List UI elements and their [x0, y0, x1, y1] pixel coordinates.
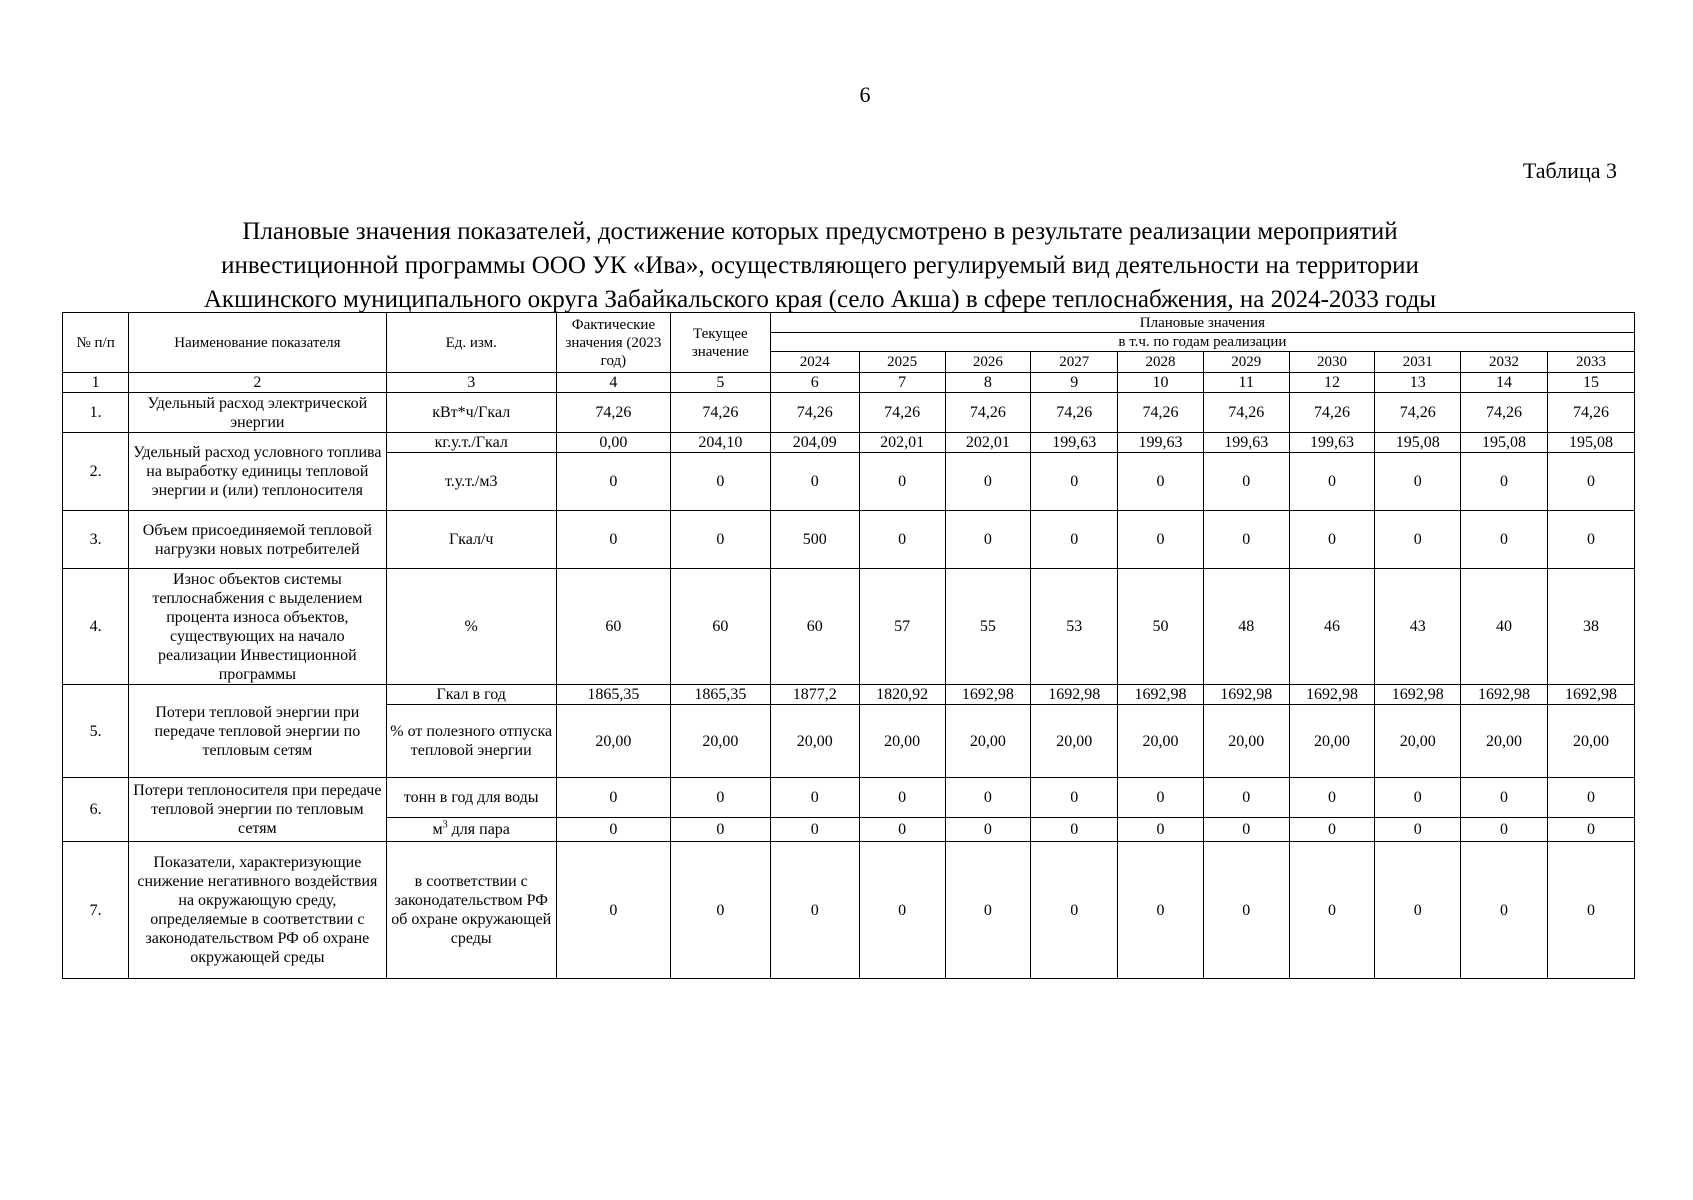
table-body [63, 313, 1635, 979]
value-cell: 0 [1461, 511, 1548, 569]
header-year: 2024 [770, 352, 859, 373]
unit-cell [386, 818, 556, 842]
value-cell: 55 [945, 569, 1031, 685]
value-cell: 0 [1547, 818, 1634, 842]
title-line: инвестиционной программы ООО УК «Ива», осуществляющего регулируемый вид деятельности на территории [221, 252, 1419, 279]
value-cell: 0 [1375, 842, 1461, 979]
value-cell: 0 [556, 818, 670, 842]
value-cell: 0 [859, 842, 945, 979]
value-cell: 20,00 [1031, 705, 1118, 778]
table-row [63, 511, 1635, 569]
value-cell: 74,26 [1289, 393, 1375, 433]
table-row [63, 433, 1635, 453]
value-cell: 38 [1547, 569, 1634, 685]
value-cell: 0,00 [556, 433, 670, 453]
value-cell: 0 [770, 453, 859, 511]
value-cell: 0 [670, 511, 770, 569]
unit-cell: тонн в год для воды [386, 778, 556, 818]
value-cell: 0 [1203, 778, 1289, 818]
indicator-name: Потери теплоносителя при передаче тепловой энергии по тепловым сетям [129, 778, 386, 842]
unit-cell: т.у.т./м3 [386, 453, 556, 511]
table-row [63, 778, 1635, 818]
value-cell: 199,63 [1289, 433, 1375, 453]
header-unit: Ед. изм. [386, 313, 556, 373]
value-cell: 20,00 [1203, 705, 1289, 778]
value-cell: 0 [1547, 511, 1634, 569]
value-cell: 0 [770, 778, 859, 818]
value-cell: 0 [945, 453, 1031, 511]
header-year: 2029 [1203, 352, 1289, 373]
value-cell: 1692,98 [1289, 685, 1375, 705]
value-cell: 57 [859, 569, 945, 685]
value-cell: 74,26 [1375, 393, 1461, 433]
value-cell: 500 [770, 511, 859, 569]
header-actual: Фактические значения (2023 год) [556, 313, 670, 373]
value-cell: 0 [1031, 842, 1118, 979]
header-year: 2033 [1547, 352, 1634, 373]
header-by-years: в т.ч. по годам реализации [770, 333, 1634, 352]
value-cell: 74,26 [945, 393, 1031, 433]
column-number: 2 [129, 373, 386, 393]
column-number: 9 [1031, 373, 1118, 393]
value-cell: 202,01 [945, 433, 1031, 453]
value-cell: 0 [1547, 453, 1634, 511]
header-row [63, 313, 1635, 333]
header-current: Текущее значение [670, 313, 770, 373]
page-number: 6 [859, 82, 871, 107]
value-cell: 0 [1289, 818, 1375, 842]
unit-cell: Гкал/ч [386, 511, 556, 569]
value-cell: 0 [859, 511, 945, 569]
value-cell: 0 [1289, 778, 1375, 818]
value-cell: 199,63 [1118, 433, 1204, 453]
value-cell: 0 [770, 842, 859, 979]
unit-cell: % [386, 569, 556, 685]
header-num: № п/п [63, 313, 129, 373]
indicator-name: Объем присоединяемой тепловой нагрузки новых потребителей [129, 511, 386, 569]
value-cell: 43 [1375, 569, 1461, 685]
column-number: 7 [859, 373, 945, 393]
column-number: 10 [1118, 373, 1204, 393]
value-cell: 20,00 [556, 705, 670, 778]
table-row [63, 842, 1635, 979]
value-cell: 204,09 [770, 433, 859, 453]
value-cell: 0 [1118, 453, 1204, 511]
column-number: 8 [945, 373, 1031, 393]
value-cell: 46 [1289, 569, 1375, 685]
value-cell: 0 [945, 818, 1031, 842]
value-cell: 204,10 [670, 433, 770, 453]
value-cell: 0 [1203, 818, 1289, 842]
value-cell: 60 [556, 569, 670, 685]
table-row [63, 569, 1635, 685]
value-cell: 0 [1289, 453, 1375, 511]
row-number: 5. [63, 685, 129, 778]
value-cell: 20,00 [770, 705, 859, 778]
unit-rest: для пара [447, 821, 510, 838]
value-cell: 74,26 [859, 393, 945, 433]
indicator-name: Потери тепловой энергии при передаче тепловой энергии по тепловым сетям [129, 685, 386, 778]
column-number: 4 [556, 373, 670, 393]
value-cell: 0 [1375, 511, 1461, 569]
value-cell: 1692,98 [1118, 685, 1204, 705]
value-cell: 195,08 [1375, 433, 1461, 453]
value-cell: 0 [556, 778, 670, 818]
column-number: 13 [1375, 373, 1461, 393]
indicator-name: Удельный расход электрической энергии [129, 393, 386, 433]
table-row [63, 685, 1635, 705]
value-cell: 74,26 [1031, 393, 1118, 433]
value-cell: 0 [945, 778, 1031, 818]
value-cell: 0 [859, 778, 945, 818]
column-number: 15 [1547, 373, 1634, 393]
value-cell: 0 [1461, 453, 1548, 511]
value-cell: 202,01 [859, 433, 945, 453]
value-cell: 74,26 [1203, 393, 1289, 433]
value-cell: 1865,35 [670, 685, 770, 705]
value-cell: 1692,98 [1031, 685, 1118, 705]
value-cell: 74,26 [556, 393, 670, 433]
header-year: 2032 [1461, 352, 1548, 373]
value-cell: 0 [1547, 842, 1634, 979]
column-numbers-row [63, 373, 1635, 393]
value-cell: 199,63 [1203, 433, 1289, 453]
unit-superscript: 3 [442, 819, 448, 831]
value-cell: 1865,35 [556, 685, 670, 705]
value-cell: 0 [670, 842, 770, 979]
value-cell: 0 [670, 778, 770, 818]
value-cell: 20,00 [1461, 705, 1548, 778]
value-cell: 0 [859, 453, 945, 511]
row-number: 2. [63, 433, 129, 511]
value-cell: 0 [1289, 511, 1375, 569]
indicator-name: Показатели, характеризующие снижение негативного воздействия на окружающую среду, определяемые в соответствии с законодательством РФ об охране окружающей среды [129, 842, 386, 979]
header-year: 2028 [1118, 352, 1204, 373]
column-number: 5 [670, 373, 770, 393]
title-line: Акшинского муниципального округа Забайкальского края (село Акша) в сфере теплоснабжения, на 2024-2033 годы [203, 286, 1437, 313]
header-year: 2030 [1289, 352, 1375, 373]
value-cell: 0 [1375, 778, 1461, 818]
value-cell: 60 [770, 569, 859, 685]
column-number: 3 [386, 373, 556, 393]
indicators-table [62, 312, 1635, 979]
value-cell: 1692,98 [1375, 685, 1461, 705]
value-cell: 0 [1461, 778, 1548, 818]
table-label: Таблица 3 [1522, 158, 1617, 183]
value-cell: 20,00 [1375, 705, 1461, 778]
value-cell: 0 [1031, 511, 1118, 569]
value-cell: 1692,98 [945, 685, 1031, 705]
value-cell: 0 [1461, 818, 1548, 842]
unit-cell: % от полезного отпуска тепловой энергии [386, 705, 556, 778]
value-cell: 0 [1461, 842, 1548, 979]
value-cell: 0 [1118, 778, 1204, 818]
value-cell: 0 [1289, 842, 1375, 979]
value-cell: 0 [670, 453, 770, 511]
value-cell: 0 [1203, 842, 1289, 979]
value-cell: 0 [1118, 818, 1204, 842]
header-planned: Плановые значения [770, 313, 1634, 333]
row-number: 3. [63, 511, 129, 569]
value-cell: 0 [1375, 453, 1461, 511]
value-cell: 53 [1031, 569, 1118, 685]
column-number: 11 [1203, 373, 1289, 393]
column-number: 12 [1289, 373, 1375, 393]
unit-cell: кг.у.т./Гкал [386, 433, 556, 453]
column-number: 14 [1461, 373, 1548, 393]
value-cell: 20,00 [1289, 705, 1375, 778]
value-cell: 48 [1203, 569, 1289, 685]
value-cell: 195,08 [1547, 433, 1634, 453]
value-cell: 0 [1031, 453, 1118, 511]
header-name: Наименование показателя [129, 313, 386, 373]
value-cell: 0 [1118, 842, 1204, 979]
value-cell: 0 [1203, 453, 1289, 511]
value-cell: 0 [1203, 511, 1289, 569]
value-cell: 0 [1031, 778, 1118, 818]
value-cell: 0 [945, 842, 1031, 979]
value-cell: 0 [1375, 818, 1461, 842]
value-cell: 74,26 [670, 393, 770, 433]
table-row [63, 393, 1635, 433]
value-cell: 0 [556, 511, 670, 569]
value-cell: 1692,98 [1203, 685, 1289, 705]
value-cell: 195,08 [1461, 433, 1548, 453]
indicator-name: Износ объектов системы теплоснабжения с выделением процента износа объектов, существующих на начало реализации Инвестиционной программы [129, 569, 386, 685]
column-number: 1 [63, 373, 129, 393]
value-cell: 1877,2 [770, 685, 859, 705]
value-cell: 60 [670, 569, 770, 685]
value-cell: 20,00 [945, 705, 1031, 778]
header-year: 2026 [945, 352, 1031, 373]
value-cell: 0 [670, 818, 770, 842]
value-cell: 0 [556, 842, 670, 979]
row-number: 1. [63, 393, 129, 433]
value-cell: 74,26 [1461, 393, 1548, 433]
value-cell: 40 [1461, 569, 1548, 685]
document-title [60, 215, 1580, 317]
value-cell: 20,00 [670, 705, 770, 778]
row-number: 4. [63, 569, 129, 685]
value-cell: 0 [1031, 818, 1118, 842]
value-cell: 74,26 [770, 393, 859, 433]
row-number: 6. [63, 778, 129, 842]
indicator-name: Удельный расход условного топлива на выработку единицы тепловой энергии и (или) теплоносителя [129, 433, 386, 511]
value-cell: 0 [1547, 778, 1634, 818]
value-cell: 0 [945, 511, 1031, 569]
title-line: Плановые значения показателей, достижение которых предусмотрено в результате реализации мероприятий [242, 218, 1398, 245]
row-number: 7. [63, 842, 129, 979]
value-cell: 0 [556, 453, 670, 511]
value-cell: 50 [1118, 569, 1204, 685]
value-cell: 1820,92 [859, 685, 945, 705]
value-cell: 1692,98 [1461, 685, 1548, 705]
value-cell: 74,26 [1547, 393, 1634, 433]
value-cell: 0 [1118, 511, 1204, 569]
header-year: 2031 [1375, 352, 1461, 373]
unit-base: м [432, 821, 443, 838]
value-cell: 74,26 [1118, 393, 1204, 433]
value-cell: 20,00 [859, 705, 945, 778]
unit-cell: кВт*ч/Гкал [386, 393, 556, 433]
unit-cell: в соответствии с законодательством РФ об охране окружающей среды [386, 842, 556, 979]
value-cell: 199,63 [1031, 433, 1118, 453]
value-cell: 20,00 [1118, 705, 1204, 778]
header-year: 2025 [859, 352, 945, 373]
value-cell: 20,00 [1547, 705, 1634, 778]
header-year: 2027 [1031, 352, 1118, 373]
unit-cell: Гкал в год [386, 685, 556, 705]
value-cell: 1692,98 [1547, 685, 1634, 705]
value-cell: 0 [770, 818, 859, 842]
value-cell: 0 [859, 818, 945, 842]
column-number: 6 [770, 373, 859, 393]
